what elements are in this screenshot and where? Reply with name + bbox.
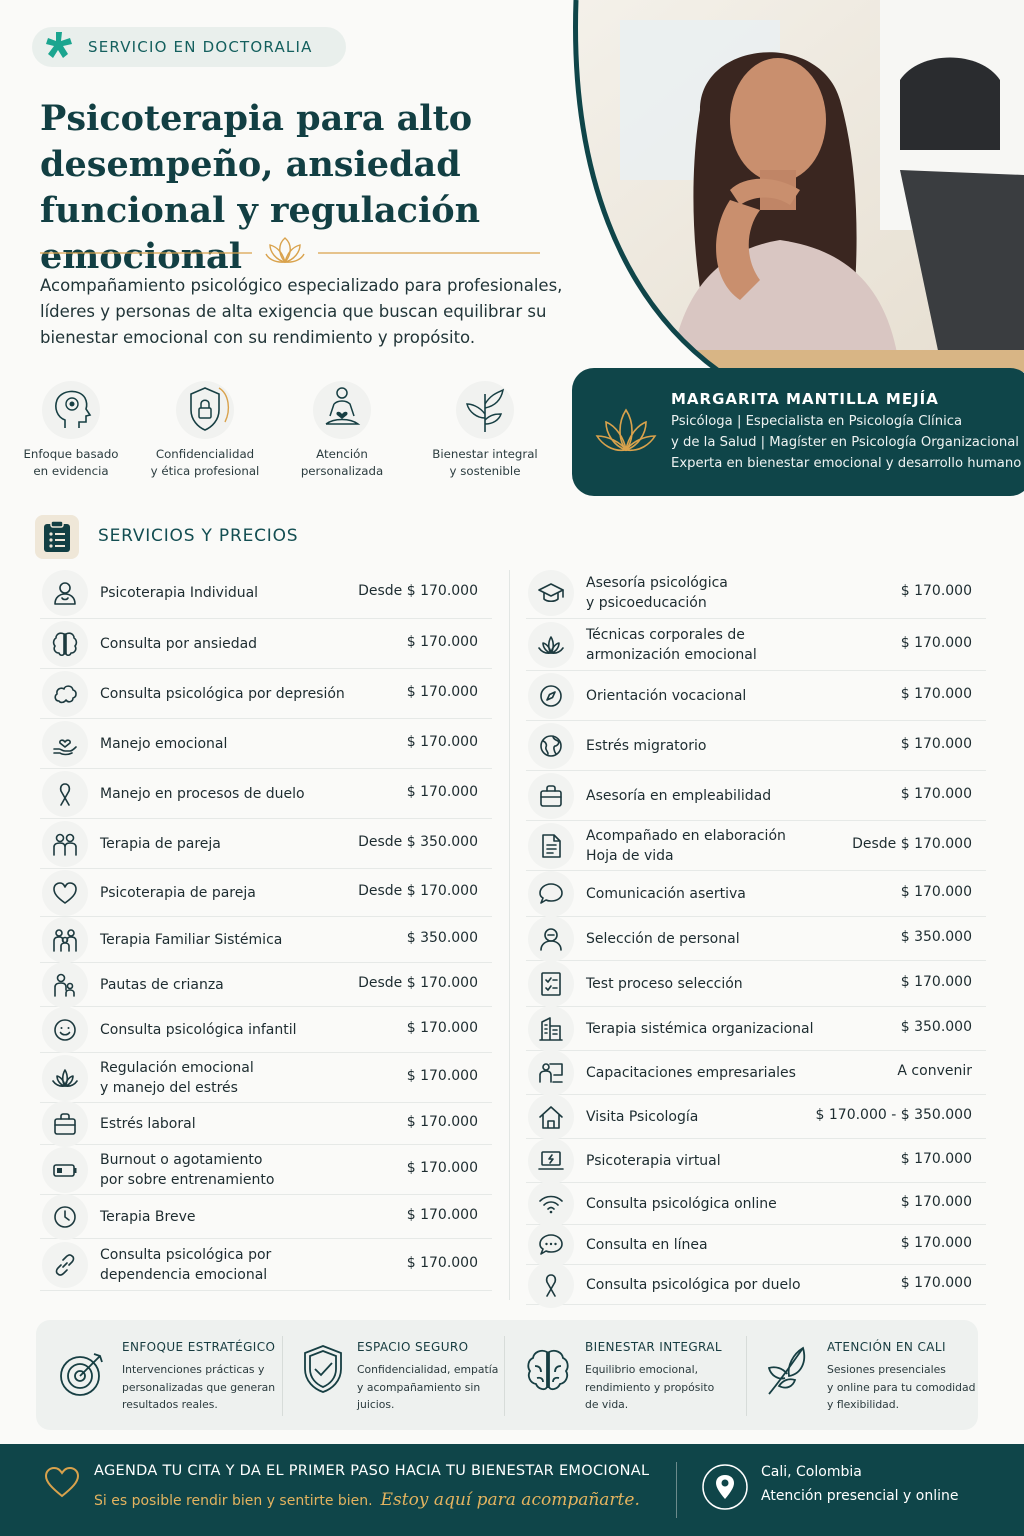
service-name: Terapia sistémica organizacional xyxy=(586,1020,814,1037)
building-icon xyxy=(528,1006,574,1052)
hand-heart-icon xyxy=(42,721,88,767)
service-price: $ 170.000 xyxy=(406,1068,478,1084)
service-price: $ 350.000 xyxy=(406,930,478,946)
service-name: Psicoterapia virtual xyxy=(586,1152,721,1169)
couple-icon xyxy=(42,821,88,867)
briefcase-icon xyxy=(42,1101,88,1147)
service-row xyxy=(40,769,492,819)
cloud-icon xyxy=(42,671,88,717)
footer-separator xyxy=(676,1462,677,1518)
family-icon xyxy=(42,917,88,963)
service-row xyxy=(526,961,986,1007)
services-title: SERVICIOS Y PRECIOS xyxy=(98,526,299,546)
service-name: Manejo en procesos de duelo xyxy=(100,785,305,802)
service-price: $ 170.000 xyxy=(406,684,478,700)
laptop-icon xyxy=(528,1138,574,1184)
service-name: Comunicación asertiva xyxy=(586,885,746,902)
service-row xyxy=(40,1239,492,1291)
service-row xyxy=(40,1053,492,1103)
highlight-strategic xyxy=(36,1320,281,1430)
service-name: Técnicas corporales de armonización emocional xyxy=(586,626,757,663)
service-price: Desde $ 170.000 xyxy=(358,883,478,899)
leaf-icon xyxy=(765,1344,809,1402)
service-name: Estrés laboral xyxy=(100,1115,196,1132)
title-line-1: Psicoterapia para alto xyxy=(40,98,473,139)
service-name: Consulta psicológica infantil xyxy=(100,1021,297,1038)
service-name: Psicoterapia de pareja xyxy=(100,884,256,901)
service-price: A convenir xyxy=(897,1063,972,1079)
location-city: Cali, Colombia xyxy=(761,1464,862,1480)
service-name: Consulta por ansiedad xyxy=(100,635,258,652)
highlight-title: ESPACIO SEGURO xyxy=(357,1340,469,1354)
service-row xyxy=(40,619,492,669)
brain-head-icon xyxy=(6,380,136,440)
service-name: Test proceso selección xyxy=(586,975,743,992)
shield-check-icon xyxy=(301,1344,345,1398)
service-name: Selección de personal xyxy=(586,930,740,947)
feature-evidence xyxy=(6,380,136,480)
service-row xyxy=(526,1183,986,1225)
service-price: Desde $ 170.000 xyxy=(358,583,478,599)
highlight-title: ENFOQUE ESTRATÉGICO xyxy=(122,1340,276,1354)
service-price: $ 170.000 xyxy=(406,1207,478,1223)
service-row xyxy=(526,821,986,871)
feature-label: Confidencialidad y ética profesional xyxy=(150,447,260,478)
lotus-icon xyxy=(42,1055,88,1101)
parent-child-icon xyxy=(42,962,88,1008)
service-row xyxy=(526,1225,986,1265)
service-price: $ 170.000 xyxy=(900,1275,972,1291)
location-mode: Atención presencial y online xyxy=(761,1488,959,1504)
service-row xyxy=(526,1139,986,1183)
battery-low-icon xyxy=(42,1147,88,1193)
service-price: $ 170.000 xyxy=(900,1235,972,1251)
footer-title: AGENDA TU CITA Y DA EL PRIMER PASO HACIA TU BIENESTAR EMOCIONAL xyxy=(94,1463,650,1479)
service-price: Desde $ 350.000 xyxy=(358,834,478,850)
service-row xyxy=(526,917,986,961)
presentation-icon xyxy=(528,1050,574,1096)
service-price: $ 170.000 xyxy=(900,786,972,802)
service-name: Consulta psicológica por duelo xyxy=(586,1276,801,1293)
service-name: Consulta psicológica por depresión xyxy=(100,685,345,702)
heart-outline-icon xyxy=(44,1466,80,1502)
service-price: $ 170.000 xyxy=(406,734,478,750)
link-icon xyxy=(42,1242,88,1288)
brain-icon xyxy=(525,1348,571,1396)
profile-name: MARGARITA MANTILLA MEJÍA xyxy=(671,390,939,408)
clipboard-icon xyxy=(35,515,79,559)
highlight-integral xyxy=(505,1320,745,1430)
service-row xyxy=(526,671,986,721)
doctoralia-badge[interactable] xyxy=(32,27,346,67)
service-price: $ 170.000 xyxy=(406,784,478,800)
briefcase-icon xyxy=(528,773,574,819)
highlight-desc: Confidencialidad, empatía y acompañamiento sin juicios. xyxy=(357,1363,499,1411)
service-name: Terapia de pareja xyxy=(100,835,221,852)
service-price: $ 170.000 xyxy=(900,1151,972,1167)
service-name: Asesoría psicológica y psicoeducación xyxy=(586,574,728,611)
feature-label: Enfoque basado en evidencia xyxy=(23,447,119,478)
service-price: $ 170.000 xyxy=(406,1255,478,1271)
feature-personalized xyxy=(277,380,407,480)
service-row xyxy=(40,719,492,769)
highlight-title: ATENCIÓN EN CALI xyxy=(827,1340,946,1354)
service-row xyxy=(526,721,986,771)
service-name: Terapia Familiar Sistémica xyxy=(100,931,283,948)
badge-label: SERVICIO EN DOCTORALIA xyxy=(88,38,313,56)
service-row xyxy=(40,1195,492,1239)
service-price: $ 170.000 xyxy=(900,974,972,990)
service-name: Manejo emocional xyxy=(100,735,228,752)
service-row xyxy=(40,669,492,719)
service-price: $ 170.000 xyxy=(900,686,972,702)
smile-icon xyxy=(42,1007,88,1053)
service-price: $ 170.000 - $ 350.000 xyxy=(815,1107,972,1123)
feature-confidentiality xyxy=(140,380,270,480)
ribbon-icon xyxy=(528,1262,574,1308)
service-price: $ 170.000 xyxy=(900,736,972,752)
column-divider xyxy=(509,570,510,1300)
footer-cta xyxy=(0,1444,1024,1536)
document-icon xyxy=(528,823,574,869)
lotus-ornament-icon xyxy=(266,238,304,262)
graduation-cap-icon xyxy=(528,570,574,616)
person-icon xyxy=(42,570,88,616)
footer-script: Estoy aquí para acompañarte. xyxy=(380,1490,640,1510)
service-name: Orientación vocacional xyxy=(586,687,747,704)
highlight-desc: Sesiones presenciales y online para tu comodidad y flexibilidad. xyxy=(827,1363,976,1411)
service-price: $ 170.000 xyxy=(900,884,972,900)
chat-bubble-icon xyxy=(528,871,574,917)
brain-icon xyxy=(42,621,88,667)
highlight-title: BIENESTAR INTEGRAL xyxy=(585,1340,722,1354)
service-price: $ 350.000 xyxy=(900,1019,972,1035)
target-icon xyxy=(58,1348,108,1402)
service-price: $ 170.000 xyxy=(900,635,972,651)
service-row xyxy=(526,1051,986,1095)
service-price: $ 170.000 xyxy=(900,583,972,599)
compass-icon xyxy=(528,673,574,719)
service-row xyxy=(526,1007,986,1051)
profile-title-3: Experta en bienestar emocional y desarrollo humano xyxy=(671,456,1022,471)
profile-title-1: Psicóloga | Especialista en Psicología Clínica xyxy=(671,414,963,429)
title-line-2: desempeño, ansiedad xyxy=(40,144,461,185)
intro-paragraph: Acompañamiento psicológico especializado para profesionales, líderes y personas de alta exigencia que buscan equilibrar su bienestar emocional con su rendimiento y propósito. xyxy=(40,276,563,347)
service-name: Estrés migratorio xyxy=(586,737,707,754)
shield-lock-icon xyxy=(140,380,270,440)
profile-card xyxy=(572,368,1024,496)
service-row xyxy=(40,1007,492,1053)
feature-label: Bienestar integral y sostenible xyxy=(432,447,538,478)
service-row xyxy=(526,567,986,619)
service-row xyxy=(40,1145,492,1195)
service-row xyxy=(526,1265,986,1305)
portrait-photo xyxy=(560,0,1024,372)
house-icon xyxy=(528,1094,574,1140)
service-name: Asesoría en empleabilidad xyxy=(586,787,772,804)
location-pin-icon xyxy=(702,1464,748,1514)
checklist-icon xyxy=(528,961,574,1007)
service-row xyxy=(40,963,492,1007)
profile-title-2: y de la Salud | Magíster en Psicología Organizacional xyxy=(671,435,1019,450)
highlight-cali xyxy=(747,1320,978,1430)
features-row xyxy=(20,380,560,490)
service-name: Pautas de crianza xyxy=(100,976,224,993)
heart-icon xyxy=(42,870,88,916)
service-row xyxy=(40,567,492,619)
service-row xyxy=(40,917,492,963)
highlights-box xyxy=(36,1320,978,1430)
clock-icon xyxy=(42,1194,88,1240)
service-row xyxy=(526,871,986,917)
service-name: Visita Psicología xyxy=(586,1108,699,1125)
lotus-icon xyxy=(594,400,658,464)
service-price: $ 170.000 xyxy=(406,1160,478,1176)
service-row xyxy=(40,819,492,869)
service-price: Desde $ 170.000 xyxy=(852,836,972,852)
user-search-icon xyxy=(528,916,574,962)
service-name: Psicoterapia Individual xyxy=(100,584,259,601)
wifi-icon xyxy=(528,1181,574,1227)
doctoralia-logo-icon xyxy=(44,30,74,64)
service-price: $ 350.000 xyxy=(900,929,972,945)
service-name: Consulta en línea xyxy=(586,1236,708,1253)
service-name: Regulación emocional y manejo del estrés xyxy=(100,1059,254,1096)
title-line-3: funcional y regulación emocional xyxy=(40,190,481,277)
service-price: $ 170.000 xyxy=(406,1020,478,1036)
lotus-icon xyxy=(528,622,574,668)
service-name: Capacitaciones empresariales xyxy=(586,1064,796,1081)
plant-icon xyxy=(420,380,550,440)
service-name: Consulta psicológica online xyxy=(586,1195,777,1212)
feature-label: Atención personalizada xyxy=(300,447,384,478)
service-name: Terapia Breve xyxy=(100,1208,196,1225)
ornament-divider xyxy=(40,236,540,266)
service-name: Burnout o agotamiento por sobre entrenamiento xyxy=(100,1151,275,1188)
meditation-icon xyxy=(277,380,407,440)
ribbon-icon xyxy=(42,771,88,817)
service-row xyxy=(526,619,986,671)
feature-wellbeing xyxy=(420,380,550,480)
service-price: $ 170.000 xyxy=(406,1114,478,1130)
service-price: Desde $ 170.000 xyxy=(358,975,478,991)
service-price: $ 170.000 xyxy=(900,1194,972,1210)
globe-icon xyxy=(528,723,574,769)
highlight-desc: Equilibrio emocional, rendimiento y propósito de vida. xyxy=(585,1363,715,1411)
highlight-desc: Intervenciones prácticas y personalizadas que generan resultados reales. xyxy=(122,1363,276,1411)
service-price: $ 170.000 xyxy=(406,634,478,650)
service-row xyxy=(40,1103,492,1145)
service-name: Consulta psicológica por dependencia emocional xyxy=(100,1246,272,1283)
highlight-safe-space xyxy=(283,1320,503,1430)
service-row xyxy=(526,1095,986,1139)
footer-subtitle: Si es posible rendir bien y sentirte bien. Estoy aquí para acompañarte. xyxy=(94,1490,640,1510)
service-row xyxy=(40,869,492,917)
service-name: Acompañado en elaboración Hoja de vida xyxy=(586,827,786,864)
service-row xyxy=(526,771,986,821)
